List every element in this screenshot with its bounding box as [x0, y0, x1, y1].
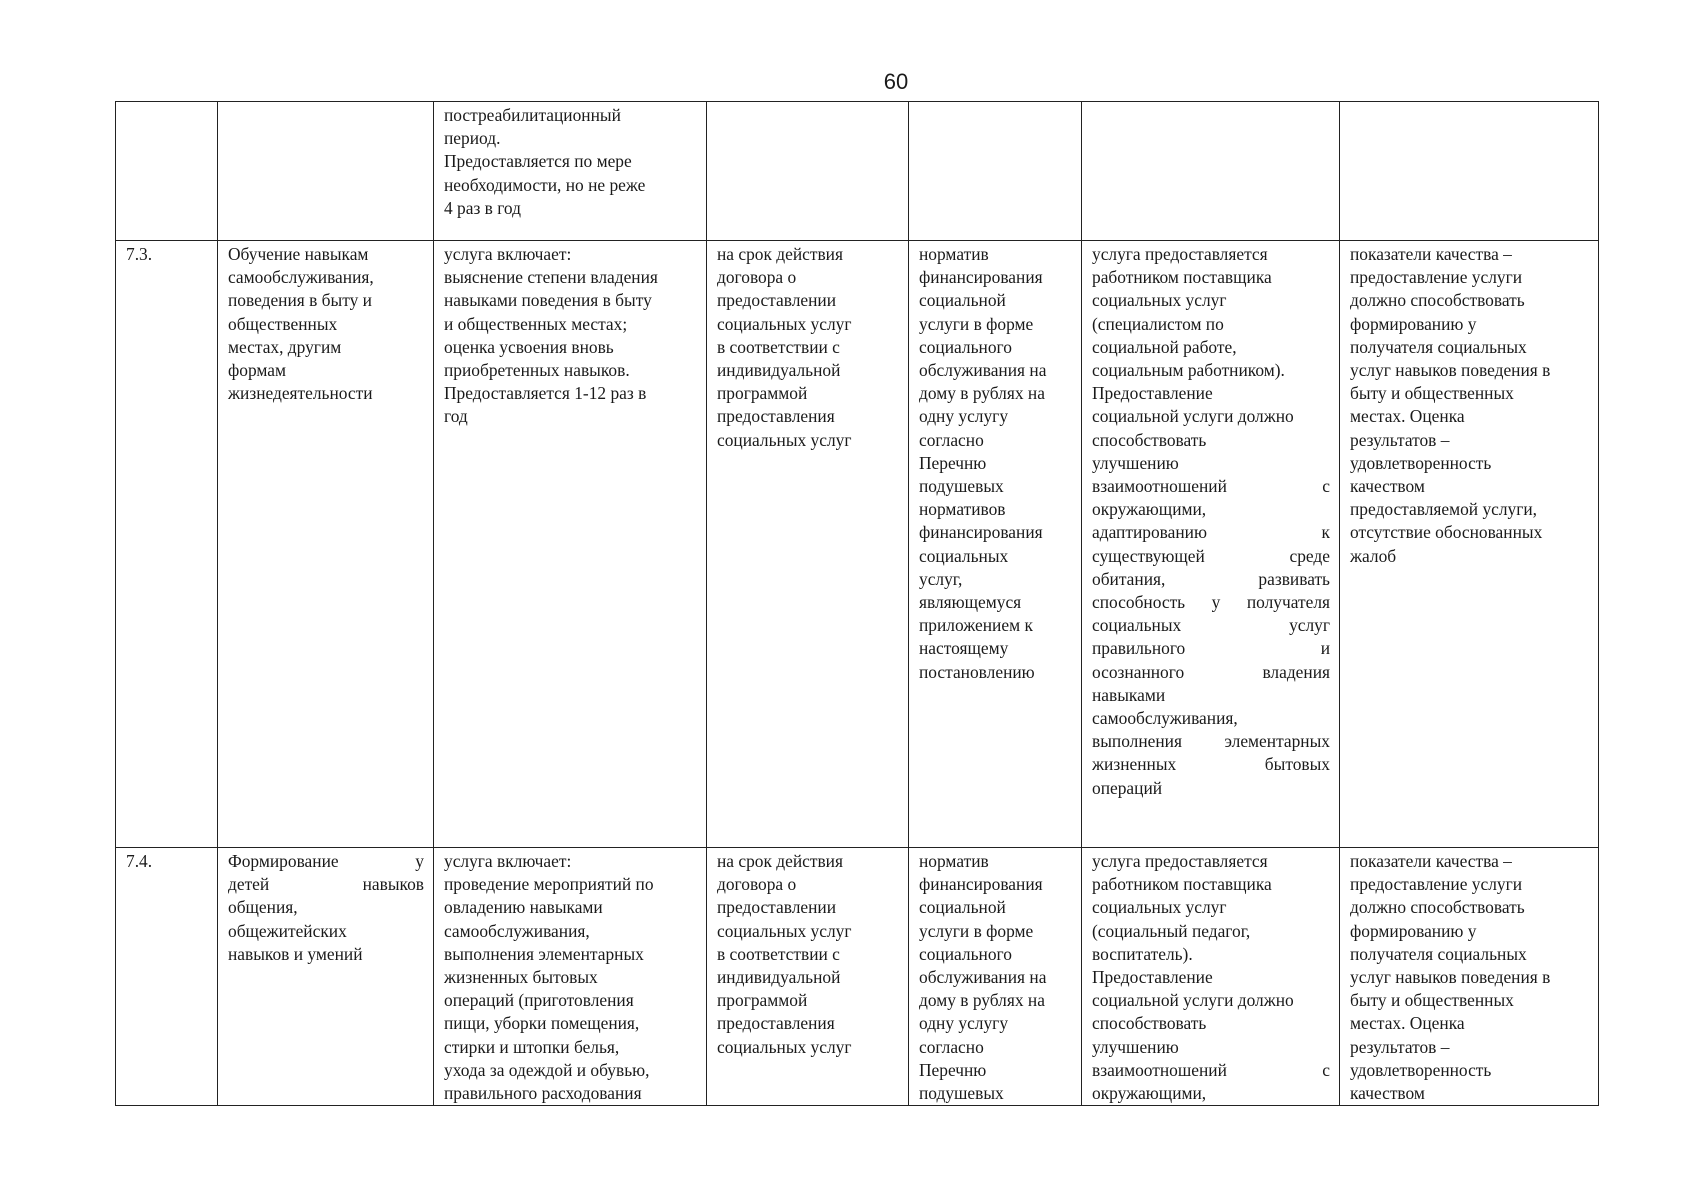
text-segment: жизненных	[1092, 754, 1177, 775]
text-line: социальной услуги должно	[1092, 990, 1294, 1011]
text-line: услуга включает:	[444, 244, 572, 264]
text-line: договора о	[717, 267, 797, 288]
text-line: постреабилитационный	[444, 105, 621, 125]
text-line: год	[444, 406, 468, 427]
text-line: услуг,	[919, 568, 963, 589]
page-number: 60	[883, 69, 909, 94]
text-line: навыками поведения в быту	[444, 290, 652, 311]
text-line: программой	[717, 990, 808, 1011]
text-line: качеством	[1350, 476, 1425, 497]
text-line: получателя социальных	[1350, 943, 1527, 964]
text-line: предоставление услуги	[1350, 267, 1523, 288]
text-line: услуг навыков поведения в	[1350, 967, 1551, 988]
text-segment: социальных	[1092, 615, 1182, 636]
text-segment: у	[415, 851, 424, 871]
text-line: самообслуживания,	[228, 267, 374, 288]
text-line	[1092, 1059, 1330, 1082]
text-line: услуга включает:	[444, 851, 572, 871]
text-line: предоставление услуги	[1350, 874, 1523, 895]
services-table	[115, 101, 1599, 1106]
text-line: получателя социальных	[1350, 336, 1527, 357]
text-line: обслуживания на	[919, 360, 1047, 381]
text-segment: и	[1320, 638, 1330, 659]
text-line: улучшению	[1092, 1036, 1179, 1057]
text-line: период.	[444, 128, 501, 149]
text-line: Перечню	[919, 1059, 987, 1080]
cell-quality-indicators	[1340, 241, 1599, 848]
text-segment: навыков	[362, 874, 424, 895]
text-line	[228, 873, 424, 896]
text-line: навыков и умений	[228, 943, 363, 964]
cell-service-name	[218, 241, 434, 848]
cell-number	[116, 848, 218, 1106]
text-line: обслуживания на	[919, 967, 1047, 988]
cell-service-content	[434, 102, 707, 241]
text-line: удовлетворенность	[1350, 452, 1492, 473]
text-line: согласно	[919, 429, 984, 450]
text-line: окружающими,	[1092, 1083, 1207, 1104]
cell-service-conditions	[1082, 241, 1340, 848]
text-line: индивидуальной	[717, 360, 841, 381]
cell-service-content	[434, 848, 707, 1106]
text-line: на срок действия	[717, 851, 843, 871]
text-line	[1092, 637, 1330, 660]
cell-service-conditions	[1082, 102, 1340, 241]
text-segment: с	[1322, 476, 1330, 497]
text-line: Предоставляется по мере	[444, 151, 632, 172]
table-body	[116, 102, 1599, 1106]
text-segment: взаимоотношений	[1092, 1059, 1227, 1080]
text-line: финансирования	[919, 267, 1043, 288]
text-line: формам	[228, 360, 287, 381]
text-line: подушевых	[919, 476, 1004, 497]
text-line: воспитатель).	[1092, 943, 1193, 964]
cell-number	[116, 102, 218, 241]
text-line: предоставлении	[717, 290, 837, 311]
text-line	[228, 850, 424, 873]
text-line: должно способствовать	[1350, 897, 1525, 918]
text-line: самообслуживания,	[1092, 708, 1238, 729]
text-line: предоставления	[717, 1013, 835, 1034]
text-line: самообслуживания,	[444, 920, 590, 941]
cell-service-name	[218, 102, 434, 241]
cell-quality-indicators	[1340, 848, 1599, 1106]
text-line: приобретенных навыков.	[444, 360, 630, 381]
text-line: формированию у	[1350, 920, 1477, 941]
cell-service-term	[707, 848, 909, 1106]
text-line: норматив	[919, 851, 989, 871]
text-line: Перечню	[919, 452, 987, 473]
text-segment: существующей	[1092, 545, 1205, 566]
text-line: поведения в быту и	[228, 290, 372, 311]
table-row	[116, 102, 1599, 241]
text-line: способствовать	[1092, 1013, 1207, 1034]
text-segment: среде	[1289, 545, 1330, 566]
text-line: удовлетворенность	[1350, 1059, 1492, 1080]
text-line: постановлению	[919, 661, 1035, 682]
text-segment: к	[1321, 522, 1330, 543]
text-line: формированию у	[1350, 313, 1477, 334]
text-line: операций	[1092, 777, 1163, 798]
text-line: согласно	[919, 1036, 984, 1057]
text-segment: услуг	[1289, 615, 1330, 636]
text-segment: Формирование	[228, 851, 339, 871]
text-line: жизненных бытовых	[444, 967, 598, 988]
text-line: социальных услуг	[717, 1036, 852, 1057]
text-line: нормативов	[919, 499, 1006, 520]
text-line: правильного расходования	[444, 1083, 642, 1104]
text-line: способствовать	[1092, 429, 1207, 450]
text-line: подушевых	[919, 1083, 1004, 1104]
text-segment: владения	[1262, 661, 1330, 682]
text-line	[1092, 661, 1330, 684]
text-line: операций (приготовления	[444, 990, 634, 1011]
text-line: и общественных местах;	[444, 313, 628, 334]
text-line: работником поставщика	[1092, 267, 1272, 288]
text-line: социального	[919, 943, 1012, 964]
text-line: социальных услуг	[717, 920, 852, 941]
text-line: финансирования	[919, 522, 1043, 543]
table-row	[116, 241, 1599, 848]
text-line: ухода за одеждой и обувью,	[444, 1059, 650, 1080]
text-line: овладению навыками	[444, 897, 603, 918]
text-line: Обучение навыкам	[228, 244, 369, 264]
text-line: проведение мероприятий по	[444, 874, 654, 895]
text-line: общежитейских	[228, 920, 347, 941]
text-line: стирки и штопки белья,	[444, 1036, 620, 1057]
text-line: жизнедеятельности	[228, 383, 373, 404]
cell-service-cost	[909, 102, 1082, 241]
cell-service-name	[218, 848, 434, 1106]
text-line: показатели качества –	[1350, 244, 1512, 264]
text-line: Предоставляется 1-12 раз в	[444, 383, 647, 404]
text-line: выполнения элементарных	[1092, 731, 1330, 752]
text-line: на срок действия	[717, 244, 843, 264]
text-line: услуга предоставляется	[1092, 244, 1268, 264]
text-line: социальной	[919, 897, 1006, 918]
text-line: в соответствии с	[717, 943, 840, 964]
text-line	[1092, 753, 1330, 776]
text-line: являющемуся	[919, 592, 1022, 613]
text-line: услуг навыков поведения в	[1350, 360, 1551, 381]
text-line: услуги в форме	[919, 920, 1034, 941]
cell-service-term	[707, 241, 909, 848]
text-segment: адаптированию	[1092, 522, 1207, 543]
text-line: работником поставщика	[1092, 874, 1272, 895]
text-line: пищи, уборки помещения,	[444, 1013, 640, 1034]
text-line: местах. Оценка	[1350, 406, 1465, 427]
text-line: социальных услуг	[717, 429, 852, 450]
cell-service-term	[707, 102, 909, 241]
text-line: в соответствии с	[717, 336, 840, 357]
text-line	[1092, 521, 1330, 544]
text-line: местах. Оценка	[1350, 1013, 1465, 1034]
text-line: социальных	[919, 545, 1009, 566]
text-line: выполнения элементарных	[444, 943, 644, 964]
text-line: 4 раз в год	[444, 197, 521, 218]
text-line: предоставления	[717, 406, 835, 427]
cell-service-conditions	[1082, 848, 1340, 1106]
text-line: (социальный педагог,	[1092, 920, 1251, 941]
text-line: окружающими,	[1092, 499, 1207, 520]
text-line: программой	[717, 383, 808, 404]
text-line: качеством	[1350, 1083, 1425, 1104]
text-line: предоставлении	[717, 897, 837, 918]
text-line: отсутствие обоснованных	[1350, 522, 1543, 543]
table-row	[116, 848, 1599, 1106]
text-segment: обитания,	[1092, 568, 1166, 589]
text-line: дому в рублях на	[919, 990, 1045, 1011]
text-line: местах, другим	[228, 336, 342, 357]
text-segment: взаимоотношений	[1092, 476, 1227, 497]
cell-service-cost	[909, 848, 1082, 1106]
text-line: Предоставление	[1092, 383, 1213, 404]
text-line: настоящему	[919, 638, 1009, 659]
text-line: необходимости, но не реже	[444, 174, 646, 195]
text-line: социальных услуг	[1092, 897, 1227, 918]
text-line: результатов –	[1350, 1036, 1450, 1057]
cell-quality-indicators	[1340, 102, 1599, 241]
text-line	[1092, 545, 1330, 568]
text-line: общения,	[228, 897, 298, 918]
text-line: социального	[919, 336, 1012, 357]
text-segment: с	[1322, 1059, 1330, 1080]
text-line: Предоставление	[1092, 967, 1213, 988]
text-line: индивидуальной	[717, 967, 841, 988]
text-line: оценка усвоения вновь	[444, 336, 614, 357]
text-line: дому в рублях на	[919, 383, 1045, 404]
text-line: одну услугу	[919, 1013, 1009, 1034]
text-line: финансирования	[919, 874, 1043, 895]
text-line: норматив	[919, 244, 989, 264]
text-line: быту и общественных	[1350, 383, 1514, 404]
text-line: показатели качества –	[1350, 851, 1512, 871]
cell-number	[116, 241, 218, 848]
text-line: жалоб	[1350, 545, 1397, 566]
text-line: быту и общественных	[1350, 990, 1514, 1011]
text-line: социальных услуг	[717, 313, 852, 334]
text-line: способность у получателя	[1092, 592, 1330, 613]
text-line	[1092, 614, 1330, 637]
text-line: социальных услуг	[1092, 290, 1227, 311]
text-segment: правильного	[1092, 638, 1186, 659]
cell-text: 7.3.	[126, 244, 153, 264]
text-line	[1092, 475, 1330, 498]
text-line: должно способствовать	[1350, 290, 1525, 311]
cell-text: 7.4.	[126, 851, 153, 871]
cell-service-content	[434, 241, 707, 848]
text-line: (специалистом по	[1092, 313, 1224, 334]
cell-service-cost	[909, 241, 1082, 848]
text-line: социальной услуги должно	[1092, 406, 1294, 427]
text-line: общественных	[228, 313, 338, 334]
text-line: услуга предоставляется	[1092, 851, 1268, 871]
text-segment: осознанного	[1092, 661, 1185, 682]
text-line: социальным работником).	[1092, 360, 1285, 381]
text-line	[1092, 568, 1330, 591]
text-line: улучшению	[1092, 452, 1179, 473]
text-line: одну услугу	[919, 406, 1009, 427]
text-segment: развивать	[1258, 568, 1330, 589]
text-line: социальной	[919, 290, 1006, 311]
text-line: предоставляемой услуги,	[1350, 499, 1538, 520]
text-line: приложением к	[919, 615, 1033, 636]
text-line: навыками	[1092, 684, 1166, 705]
text-segment: детей	[228, 874, 270, 895]
text-line: выяснение степени владения	[444, 267, 658, 288]
text-line: услуги в форме	[919, 313, 1034, 334]
text-line: договора о	[717, 874, 797, 895]
text-line: результатов –	[1350, 429, 1450, 450]
text-segment: бытовых	[1264, 754, 1330, 775]
text-line: социальной работе,	[1092, 336, 1237, 357]
